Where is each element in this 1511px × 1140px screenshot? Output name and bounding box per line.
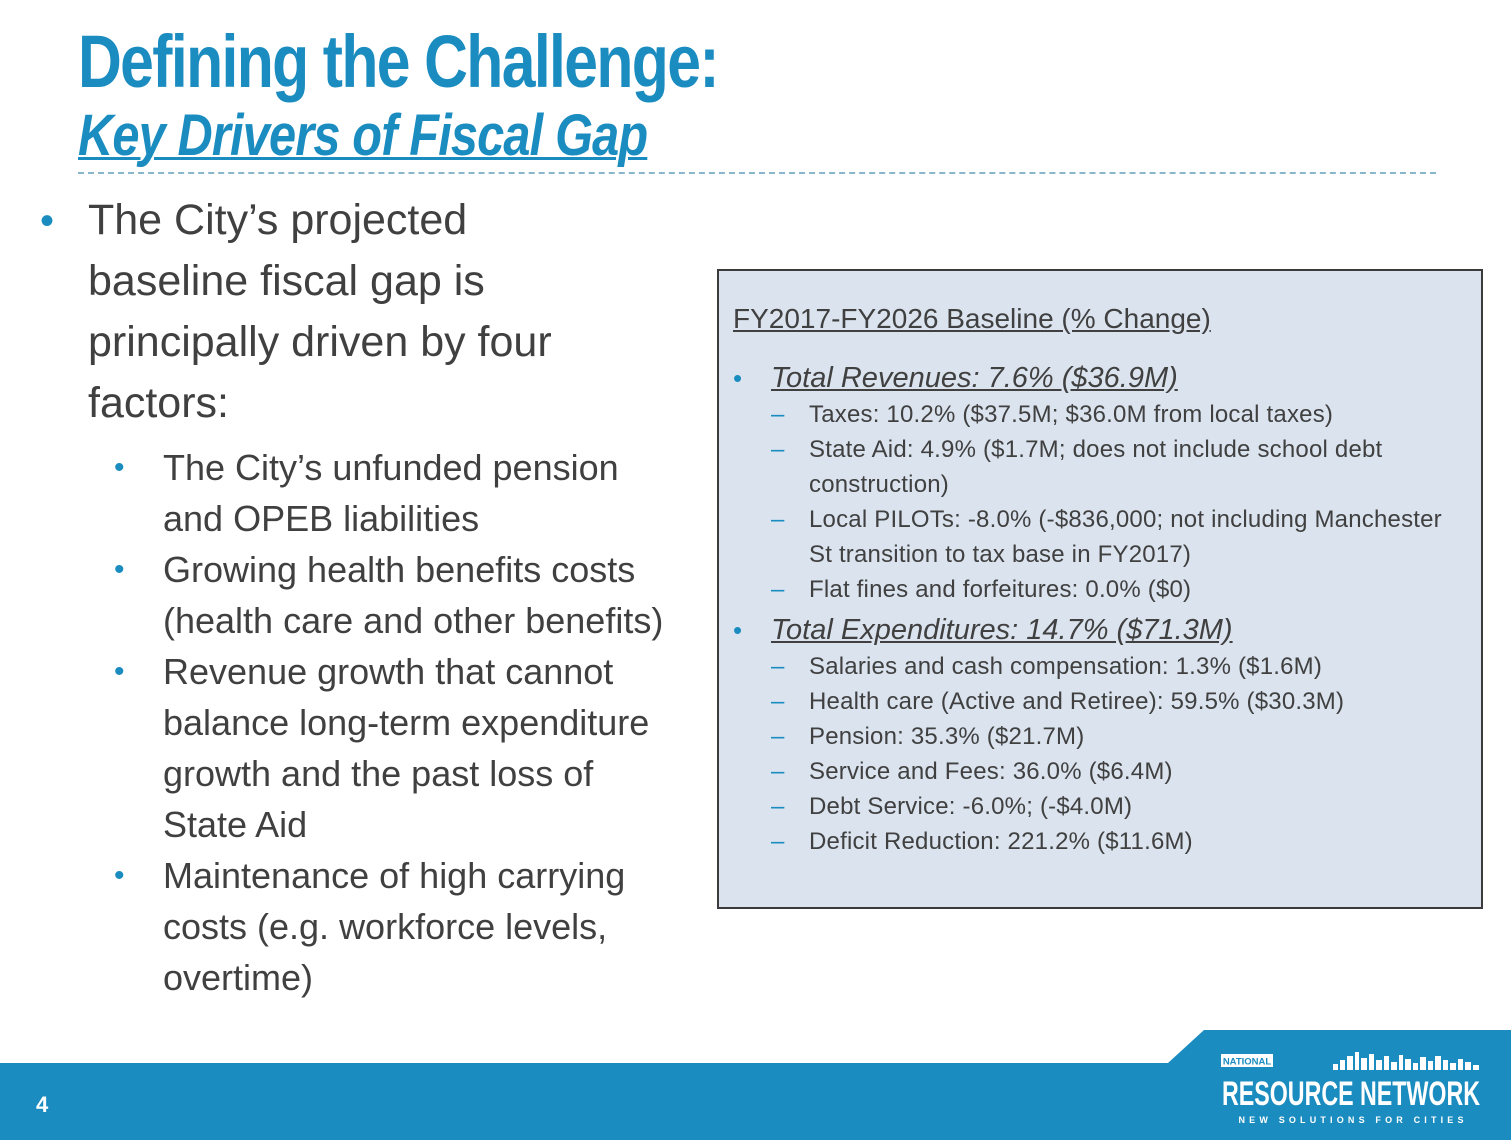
slide-title: Defining the Challenge: xyxy=(78,20,718,103)
dash-icon: – xyxy=(771,688,785,715)
bullet-icon: • xyxy=(733,363,743,393)
expenditure-text: Health care (Active and Retiree): 59.5% ($30.3M) xyxy=(809,688,1345,715)
bullet-icon: • xyxy=(114,655,125,688)
expenditure-item xyxy=(771,789,1463,824)
factor-text: Growing health benefits costs (health care and other benefits) xyxy=(163,549,664,641)
revenue-text: Local PILOTs: -8.0% (-$836,000; not including Manchester St transition to tax base in FY2017) xyxy=(809,506,1442,568)
baseline-callout-box xyxy=(717,269,1483,909)
factor-text: Revenue growth that cannot balance long-term expenditure growth and the past loss of State Aid xyxy=(163,651,650,845)
revenue-text: State Aid: 4.9% ($1.7M; does not include school debt construction) xyxy=(809,436,1383,498)
dash-icon: – xyxy=(771,793,785,820)
bullet-icon: • xyxy=(114,859,125,892)
dash-icon: – xyxy=(771,758,785,785)
slide-subtitle: Key Drivers of Fiscal Gap xyxy=(78,103,648,168)
revenue-text: Flat fines and forfeitures: 0.0% ($0) xyxy=(809,576,1192,603)
bullet-icon: • xyxy=(40,199,55,243)
expenditures-heading xyxy=(733,611,1463,649)
expenditure-item xyxy=(771,684,1463,719)
revenue-item xyxy=(771,572,1463,607)
logo-main-text: RESOURCE NETWORK xyxy=(1222,1075,1481,1113)
revenues-label: Total Revenues: 7.6% ($36.9M) xyxy=(771,362,1178,394)
dash-icon: – xyxy=(771,828,785,855)
logo-tagline: NEW SOLUTIONS FOR CITIES xyxy=(1238,1115,1464,1125)
callout-heading: FY2017-FY2026 Baseline (% Change) xyxy=(733,303,1211,334)
expenditure-text: Salaries and cash compensation: 1.3% ($1.6M) xyxy=(809,653,1323,680)
bullet-icon: • xyxy=(114,451,125,484)
expenditure-item xyxy=(771,719,1463,754)
factor-item xyxy=(114,850,690,1003)
expenditure-text: Debt Service: -6.0%; (-$4.0M) xyxy=(809,793,1133,820)
expenditure-text: Service and Fees: 36.0% ($6.4M) xyxy=(809,758,1173,785)
page-number: 4 xyxy=(36,1092,49,1117)
revenue-item xyxy=(771,502,1463,572)
expenditure-item xyxy=(771,824,1463,859)
revenue-item xyxy=(771,397,1463,432)
city-skyline-icon xyxy=(1333,1052,1479,1070)
dash-icon: – xyxy=(771,723,785,750)
factor-item xyxy=(114,544,690,646)
logo-top-text: NATIONAL xyxy=(1222,1056,1272,1068)
title-divider xyxy=(78,172,1436,174)
revenues-heading xyxy=(733,359,1463,397)
expenditures-label: Total Expenditures: 14.7% ($71.3M) xyxy=(771,614,1233,646)
expenditure-text: Deficit Reduction: 221.2% ($11.6M) xyxy=(809,828,1193,855)
factor-text: Maintenance of high carrying costs (e.g. workforce levels, overtime) xyxy=(163,855,626,998)
revenues-list xyxy=(771,397,1463,607)
dash-icon: – xyxy=(771,506,785,533)
factor-item xyxy=(114,646,690,850)
dash-icon: – xyxy=(771,401,785,428)
revenue-item xyxy=(771,432,1463,502)
dash-icon: – xyxy=(771,653,785,680)
expenditures-list xyxy=(771,649,1463,859)
factor-text: The City’s unfunded pension and OPEB liabilities xyxy=(163,447,619,539)
bullet-icon: • xyxy=(733,615,743,645)
bullet-icon: • xyxy=(114,553,125,586)
left-column xyxy=(40,190,690,1003)
national-resource-network-logo xyxy=(1221,1050,1481,1130)
dash-icon: – xyxy=(771,436,785,463)
intro-text: The City’s projected baseline fiscal gap is principally driven by four factors: xyxy=(88,196,552,427)
expenditure-item xyxy=(771,754,1463,789)
factor-item xyxy=(114,442,690,544)
dash-icon: – xyxy=(771,576,785,603)
expenditure-text: Pension: 35.3% ($21.7M) xyxy=(809,723,1085,750)
factor-list xyxy=(114,442,690,1003)
revenue-text: Taxes: 10.2% ($37.5M; $36.0M from local taxes) xyxy=(809,401,1334,428)
main-bullet xyxy=(40,190,690,434)
expenditure-item xyxy=(771,649,1463,684)
